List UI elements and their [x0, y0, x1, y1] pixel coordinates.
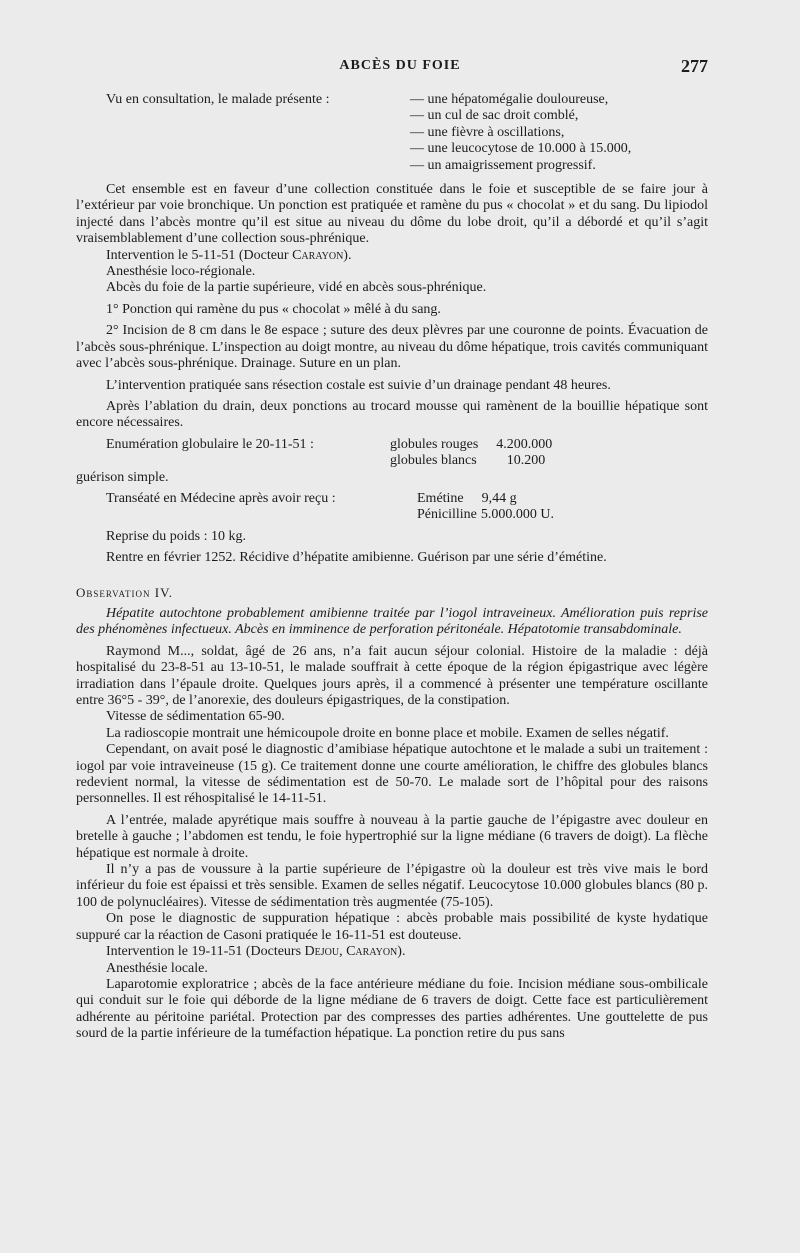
intervention-line: Intervention le 19-11-51 (Docteurs Dejou, Carayon).: [106, 944, 406, 960]
drug-dose: 5.000.000 U.: [480, 507, 555, 523]
treatment-row: [76, 491, 708, 507]
paragraph: 2° Incision de 8 cm dans le 8e espace ; suture des deux plèvres par une couronne de points. Évacuation de l’abcès sous-phrénique. L’inspection au doigt montre, au niveau du dôme hépatique, trois cavités communiquant avec l’abcès sous-phrénique. Drainage. Suture en un plan.: [76, 323, 708, 372]
blood-count-lead: Enumération globulaire le 20-11-51 :: [106, 436, 314, 452]
paragraph: Laparotomie exploratrice ; abcès de la face antérieure médiane du foie. Incision médiane sous-ombilicale qui conduit sur le foie qui déborde de la ligne médiane de 6 travers de doigt. Cette face est particulièrement adhérente au péritoine pariétal. Protection par des compresses des parties adhérentes. Une gouttelette de pus sourd de la partie inférieure de la tuméfaction hépatique. La ponction retire du pus sans: [76, 976, 708, 1042]
symptom-item: — un amaigrissement progressif.: [410, 157, 596, 173]
symptom-item: — une fièvre à oscillations,: [410, 124, 565, 140]
treatment-lead: Transéaté en Médecine après avoir reçu :: [106, 490, 336, 506]
observation-title: Hépatite autochtone probablement amibienne traitée par l’iogol intraveineux. Amélioration puis reprise des phénomènes infectueux. Abcès en imminence de perforation péritonéale. Hépatotomie transabdominale.: [76, 605, 708, 638]
paragraph: guérison simple.: [76, 469, 169, 485]
symptom-list: [76, 92, 708, 174]
paragraph: La radioscopie montrait une hémicoupole droite en bonne place et mobile. Examen de selles négatif.: [106, 725, 669, 741]
symptom-row: [76, 92, 708, 108]
page-number: 277: [681, 56, 708, 76]
blood-count-row: [76, 437, 708, 453]
paragraph: Abcès du foie de la partie supérieure, vidé en abcès sous-phrénique.: [106, 280, 487, 296]
paragraph: A l’entrée, malade apyrétique mais souffre à nouveau à la partie gauche de l’épigastre avec douleur en bretelle à gauche ; l’abdomen est tendu, le foie hypertrophié sur la ligne médiane (6 travers de doigt). La flèche hépatique est normale à droite.: [76, 812, 708, 861]
paragraph: Anesthésie loco-régionale.: [106, 264, 256, 280]
paragraph: Cependant, on avait posé le diagnostic d’amibiase hépatique autochtone et le malade a subi un traitement : iogol par voie intraveineuse (15 g). Ce traitement donne une courte amélioration, le chiffre des globules blancs redevient normal, la vitesse de sédimentation est de 50-70. Le malade sort de l’hôpital pour des raisons personnelles. Il est réhospitalisé le 14-11-51.: [76, 742, 708, 807]
drug-name: Pénicilline: [417, 507, 477, 523]
treatment-row: [76, 507, 708, 523]
paragraph: Vitesse de sédimentation 65-90.: [106, 709, 285, 725]
symptom-item: — une leucocytose de 10.000 à 15.000,: [410, 141, 632, 157]
symptom-list-lead: Vu en consultation, le malade présente :: [106, 92, 330, 107]
paragraph: Anesthésie locale.: [106, 960, 208, 976]
symptom-row: [76, 125, 708, 141]
running-title: ABCÈS DU FOIE: [339, 58, 461, 73]
treatment-block: [76, 491, 708, 524]
red-cells-value: 4.200.000: [496, 436, 553, 452]
symptom-item: — un cul de sac droit comblé,: [410, 108, 579, 124]
blood-count-row: [76, 453, 708, 469]
paragraph: Il n’y a pas de voussure à la partie supérieure de l’épigastre où la douleur est très vive mais le bord inférieur du foie est épaissi et très sensible. Examen de selles négatif. Leucocytose 10.000 globules blancs (80 p. 100 de polynucléaires). Vitesse de sédimentation très augmentée (75-105).: [76, 862, 708, 910]
paragraph: On pose le diagnostic de suppuration hépatique : abcès probable mais possibilité de kyste hydatique suppuré car la réaction de Casoni pratiquée le 16-11-51 est douteuse.: [76, 911, 708, 943]
intervention-line: Intervention le 5-11-51 (Docteur Carayon).: [106, 247, 352, 263]
surgeon-name: Dejou, Carayon: [304, 944, 398, 960]
paragraph: Rentre en février 1252. Récidive d’hépatite amibienne. Guérison par une série d’émétine.: [106, 550, 607, 566]
drug-dose: 9,44 g: [481, 490, 517, 506]
white-cells-value: 10.200: [506, 453, 546, 469]
surgeon-name: Carayon: [292, 247, 344, 263]
paragraph: 1° Ponction qui ramène du pus « chocolat » mêlé à du sang.: [106, 301, 441, 317]
symptom-row: [76, 141, 708, 157]
white-cells-label: globules blancs: [390, 453, 477, 469]
blood-count: [76, 437, 708, 470]
paragraph: Après l’ablation du drain, deux ponctions au trocard mousse qui ramènent de la bouillie hépatique sont encore nécessaires.: [76, 398, 708, 431]
page-header: [0, 56, 800, 80]
paragraph: L’intervention pratiquée sans résection costale est suivie d’un drainage pendant 48 heures.: [106, 377, 611, 393]
observation-heading: Observation IV.: [76, 584, 174, 600]
symptom-row: [76, 108, 708, 124]
symptom-row: [76, 158, 708, 174]
paragraph: Reprise du poids : 10 kg.: [106, 528, 246, 544]
symptom-item: — une hépatomégalie douloureuse,: [410, 92, 609, 107]
paragraph: Cet ensemble est en faveur d’une collection constituée dans le foie et susceptible de se faire jour à l’extérieur par voie bronchique. Un ponction est pratiquée et ramène du pus « chocolat » et du sang. Du lipiodol injecté dans l’abcès montre qu’il est situe au niveau du dôme du lobe droit, qu’il a débordé et qu’il s’agit vraisemblablement d’une collection sous-phrénique.: [76, 182, 708, 247]
paragraph: Raymond M..., soldat, âgé de 26 ans, n’a fait aucun séjour colonial. Histoire de la maladie : déjà hospitalisé du 23-8-51 au 13-10-51, le malade souffrait à cette époque de la région épigastrique avec légère irradiation dans l’épaule droite. Quelques jours après, il a commencé à présenter une température oscillante entre 36°5 - 39°, de l’anorexie, des douleurs épigastriques, de la constipation.: [76, 643, 708, 708]
drug-name: Emétine: [417, 490, 464, 506]
page-body: [76, 92, 708, 1043]
red-cells-label: globules rouges: [390, 436, 479, 452]
